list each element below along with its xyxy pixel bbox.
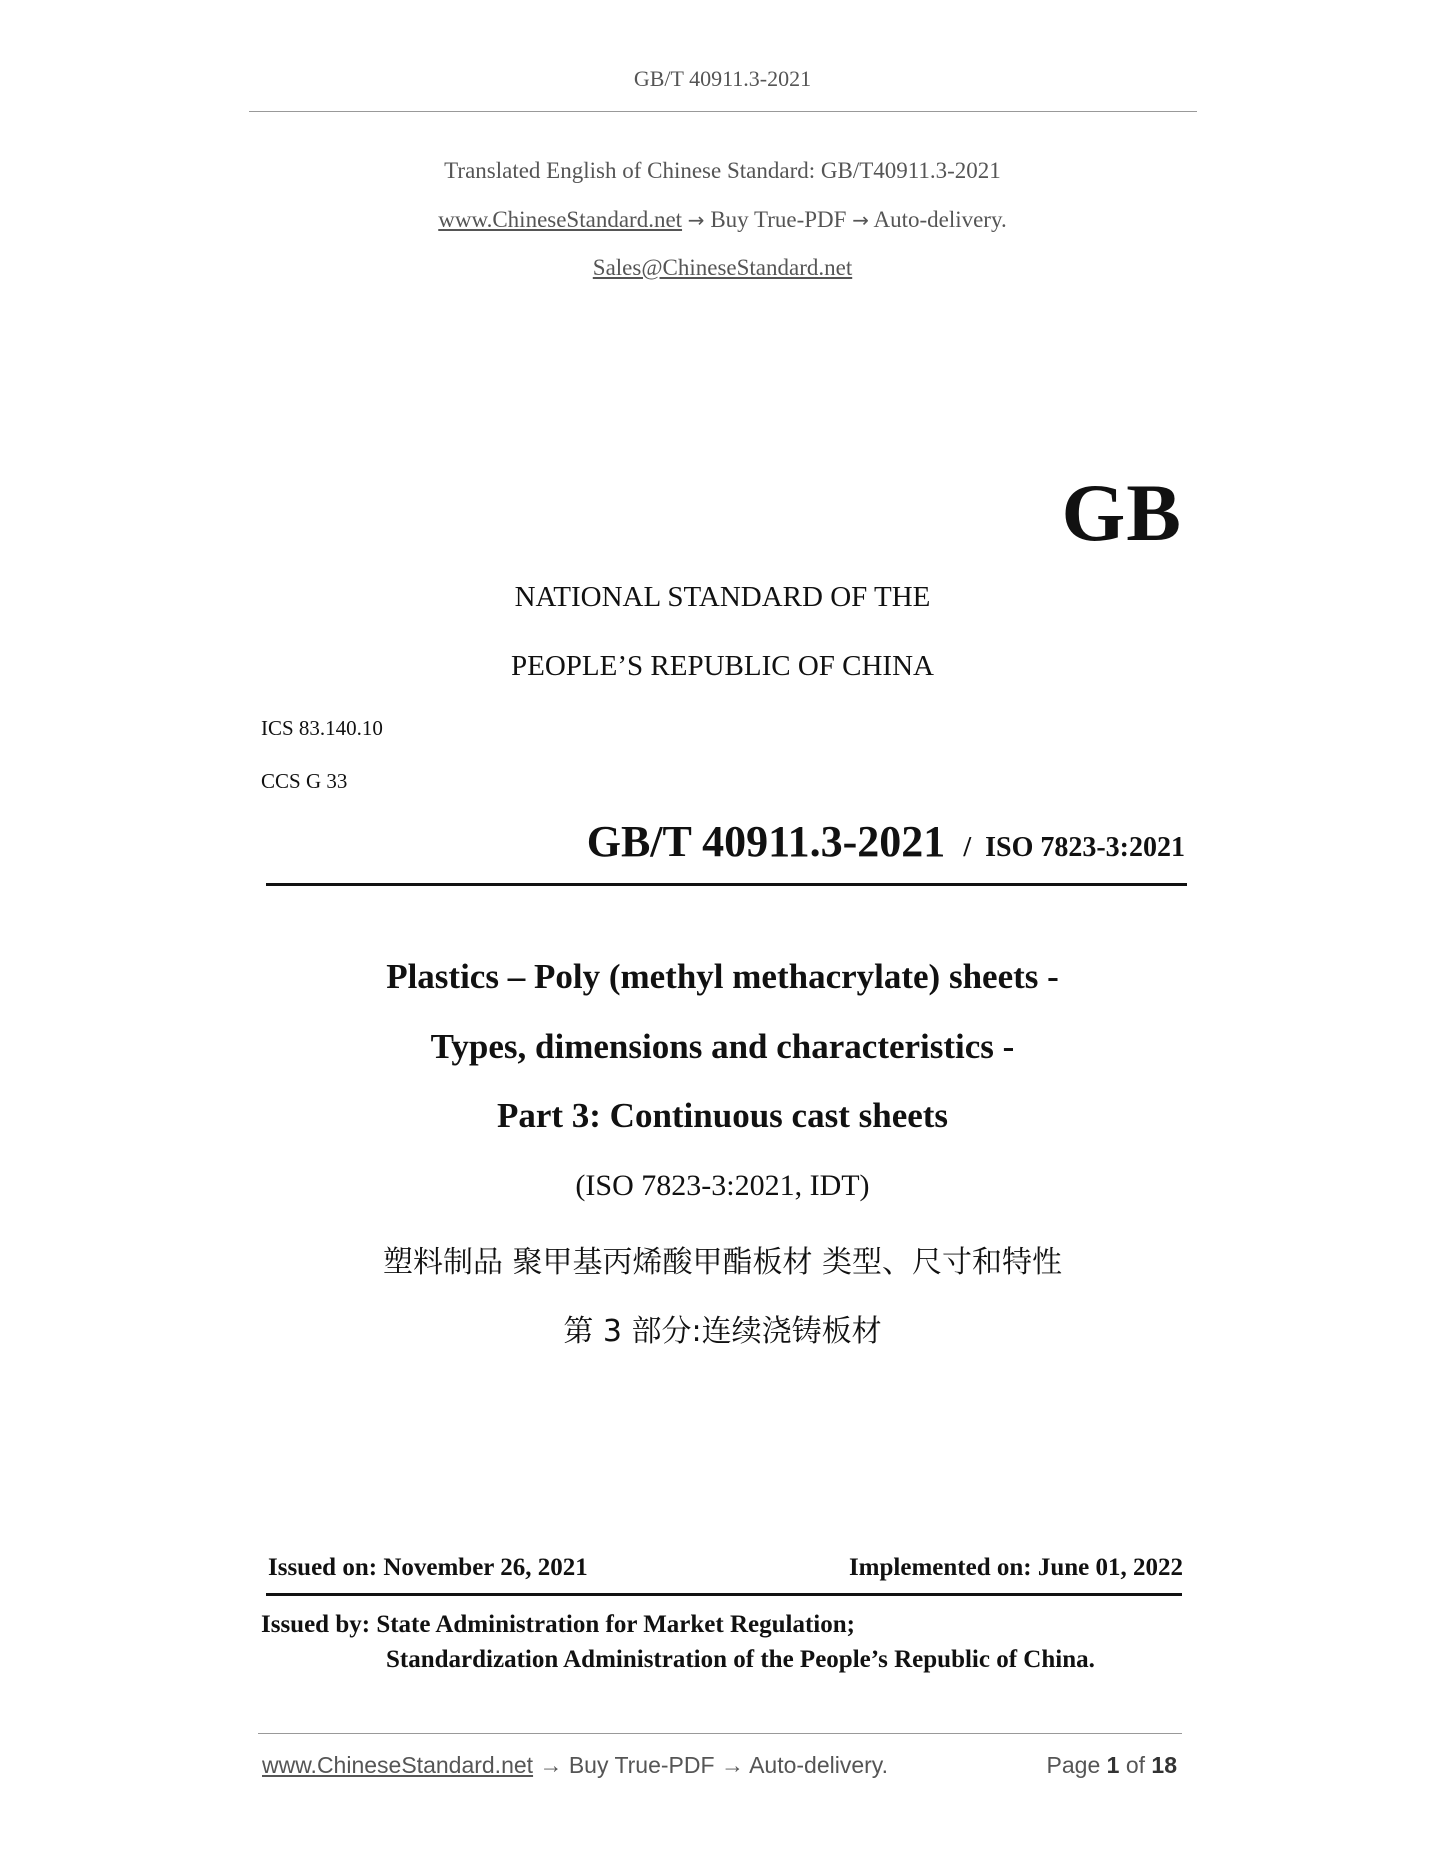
site-link[interactable]: www.ChineseStandard.net <box>438 207 683 232</box>
arrow-right-icon: → <box>852 208 869 232</box>
purchase-notice <box>0 207 1445 233</box>
standard-number <box>587 816 1185 867</box>
page-of-label: of <box>1125 1752 1146 1778</box>
issued-by-line-1: Issued by: State Administration for Market Regulation; <box>261 1611 855 1638</box>
running-header: GB/T 40911.3-2021 <box>633 66 812 91</box>
footer-delivery-text: Auto-delivery. <box>749 1752 888 1778</box>
arrow-right-icon: → <box>539 1752 563 1778</box>
footer-divider <box>258 1733 1182 1734</box>
translation-notice: Translated English of Chinese Standard: GB/T40911.3-2021 <box>444 158 1001 183</box>
arrow-right-icon: → <box>687 208 705 232</box>
gbt-number: GB/T 40911.3-2021 <box>586 817 946 866</box>
chinese-title-line-2: 第 3 部分:连续浇铸板材 <box>563 1314 882 1349</box>
issued-on-date: Issued on: November 26, 2021 <box>268 1554 588 1581</box>
buy-text: Buy True-PDF <box>710 207 847 232</box>
delivery-text: Auto-delivery. <box>873 207 1007 232</box>
dates-rule <box>266 1593 1182 1596</box>
header-divider <box>249 111 1197 112</box>
ics-code: ICS 83.140.10 <box>261 716 383 740</box>
standard-number-rule <box>266 883 1187 886</box>
issued-by-line-2: Standardization Administration of the People’s Republic of China. <box>386 1646 1095 1673</box>
footer-buy-text: Buy True-PDF <box>568 1752 715 1778</box>
footer-purchase-line <box>262 1752 888 1779</box>
sales-email-link[interactable]: Sales@ChineseStandard.net <box>592 255 853 280</box>
implemented-on-date: Implemented on: June 01, 2022 <box>848 1554 1183 1581</box>
chinese-title-line-1: 塑料制品 聚甲基丙烯酸甲酯板材 类型、尺寸和特性 <box>382 1245 1063 1280</box>
gb-mark: GB <box>1061 467 1182 558</box>
arrow-right-icon: → <box>720 1752 744 1778</box>
footer-site-link[interactable]: www.ChineseStandard.net <box>262 1752 534 1778</box>
number-separator: / <box>963 832 972 863</box>
title-line-3: Part 3: Continuous cast sheets <box>496 1096 949 1135</box>
iso-reference: (ISO 7823-3:2021, IDT) <box>575 1169 870 1202</box>
page-label: Page <box>1046 1752 1101 1778</box>
page-total: 18 <box>1151 1752 1177 1778</box>
page-indicator <box>1047 1752 1177 1779</box>
national-standard-line-2: PEOPLE’S REPUBLIC OF CHINA <box>511 650 934 682</box>
page-current: 1 <box>1106 1752 1120 1778</box>
sales-email-line <box>0 255 1445 281</box>
national-standard-line-1: NATIONAL STANDARD OF THE <box>514 581 931 613</box>
title-line-2: Types, dimensions and characteristics - <box>430 1027 1015 1066</box>
title-line-1: Plastics – Poly (methyl methacrylate) sheets - <box>386 957 1059 996</box>
iso-number: ISO 7823-3:2021 <box>985 832 1185 863</box>
ccs-code: CCS G 33 <box>261 769 348 793</box>
